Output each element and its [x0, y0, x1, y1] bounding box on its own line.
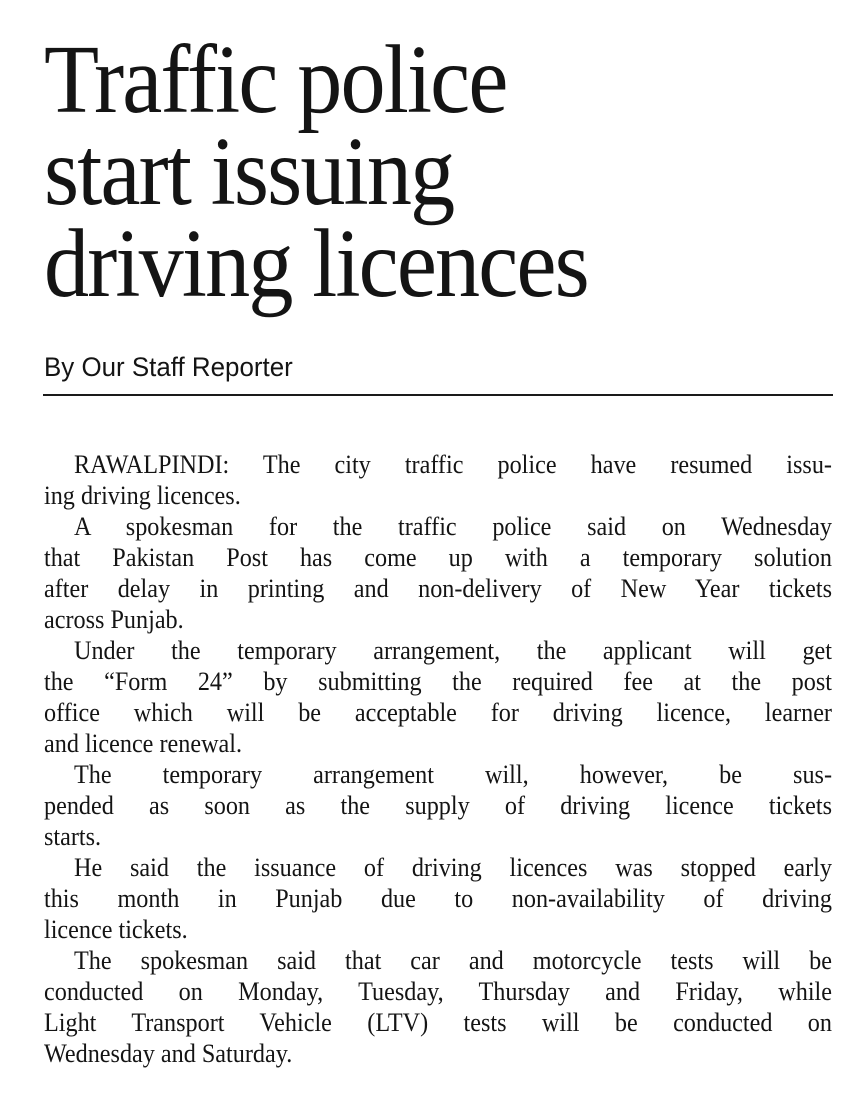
headline [44, 26, 824, 318]
line-text: across Punjab. [44, 605, 184, 634]
line-text: pended as soon as the supply of driving licence tickets [44, 791, 832, 820]
text-line [44, 883, 832, 914]
line-text: and licence renewal. [44, 729, 243, 758]
text-line [44, 728, 832, 759]
byline-divider [43, 394, 833, 396]
line-text: Light Transport Vehicle (LTV) tests will be conducted on [44, 1008, 832, 1037]
text-line [44, 697, 832, 728]
line-text: Wednesday and Saturday. [44, 1039, 293, 1068]
line-text: licence tickets. [44, 915, 188, 944]
paragraph [44, 852, 832, 945]
line-text: the “Form 24” by submitting the required fee at the post [44, 667, 832, 696]
paragraph [44, 449, 832, 511]
line-text: The temporary arrangement will, however, be sus- [74, 760, 832, 789]
paragraph [44, 759, 832, 852]
headline-line: start issuing [44, 118, 454, 226]
article-body [44, 449, 832, 1069]
text-line [44, 666, 832, 697]
headline-line: Traffic police [44, 26, 507, 134]
line-text: starts. [44, 822, 102, 851]
text-line [44, 852, 832, 883]
line-text: this month in Punjab due to non-availability of driving [44, 884, 832, 913]
text-line [44, 945, 832, 976]
line-text: conducted on Monday, Tuesday, Thursday and Friday, while [44, 977, 832, 1006]
text-line [44, 759, 832, 790]
line-text: A spokesman for the traffic police said on Wednesday [74, 512, 832, 541]
text-line [44, 1007, 832, 1038]
text-line [44, 821, 832, 852]
paragraph [44, 511, 832, 635]
line-text: The spokesman said that car and motorcycle tests will be [74, 946, 832, 975]
line-text: after delay in printing and non-delivery of New Year tickets [44, 574, 832, 603]
text-line [44, 542, 832, 573]
line-text: Under the temporary arrangement, the applicant will get [74, 636, 832, 665]
text-line [44, 976, 832, 1007]
byline: By Our Staff Reporter [44, 352, 293, 382]
line-text: ing driving licences. [44, 481, 241, 510]
headline-line: driving licences [44, 210, 588, 318]
line-text: that Pakistan Post has come up with a temporary solution [44, 543, 832, 572]
text-line [44, 635, 832, 666]
text-line [44, 573, 832, 604]
text-line [44, 914, 832, 945]
text-line [44, 1038, 832, 1069]
line-text: office which will be acceptable for driving licence, learner [44, 698, 832, 727]
paragraph [44, 945, 832, 1069]
line-text: RAWALPINDI: The city traffic police have resumed issu- [74, 450, 832, 479]
line-text: He said the issuance of driving licences was stopped early [74, 853, 832, 882]
text-line [44, 480, 832, 511]
text-line [44, 449, 832, 480]
paragraph [44, 635, 832, 759]
text-line [44, 604, 832, 635]
text-line [44, 511, 832, 542]
text-line [44, 790, 832, 821]
